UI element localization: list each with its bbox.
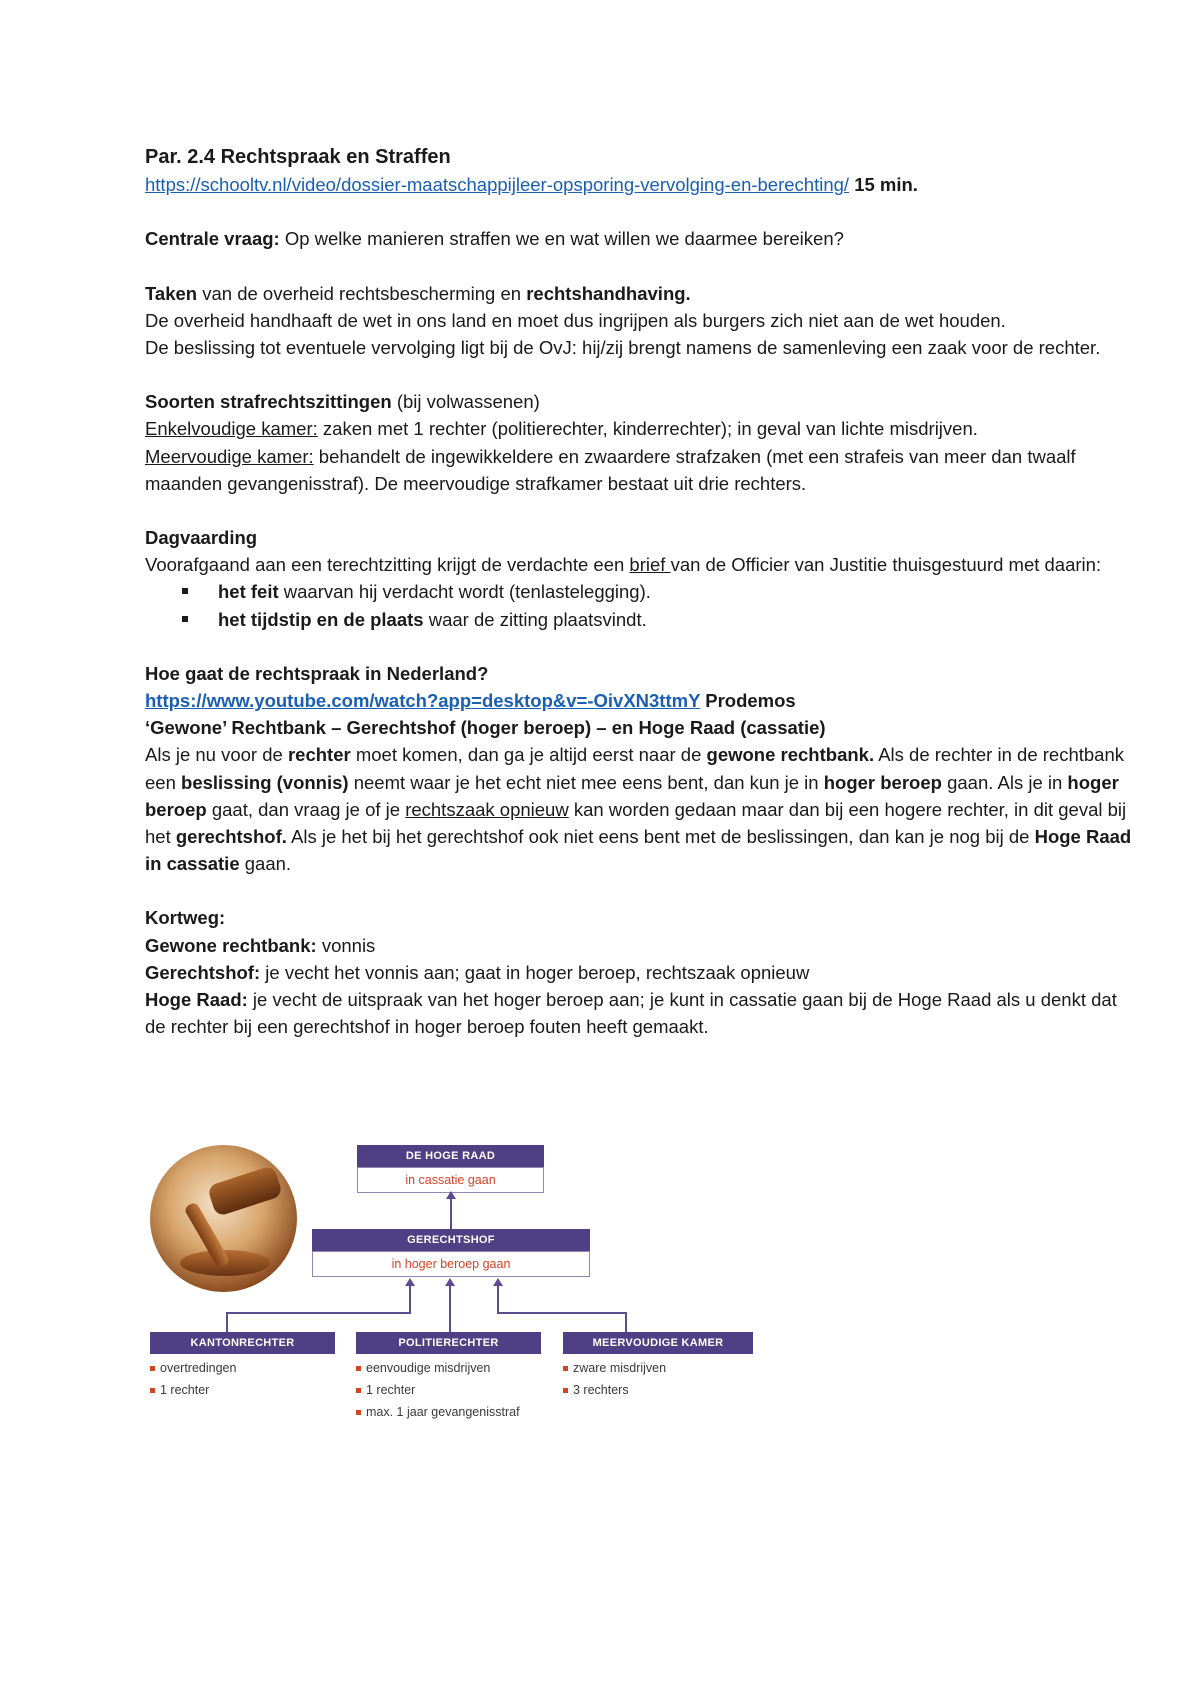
dagvaarding-title: Dagvaarding <box>145 527 258 549</box>
kortweg-label: Gewone rechtbank: <box>145 934 317 956</box>
rechtspraak-subtitle: ‘Gewone’ Rechtbank – Gerechtshof (hoger beroep) – en Hoge Raad (cassatie) <box>145 717 826 739</box>
meervoudige-kamer-items <box>563 1357 666 1401</box>
list-item <box>563 1379 666 1401</box>
text-run: neemt waar je het echt niet mee eens bent, dan kun je in <box>348 771 824 793</box>
youtube-link[interactable]: https://www.youtube.com/watch?app=desktop&v=-OivXN3ttmY <box>145 690 701 712</box>
central-question-label: Centrale vraag: <box>145 228 280 250</box>
kortweg-text: je vecht het vonnis aan; gaat in hoger beroep, rechtszaak opnieuw <box>260 961 810 983</box>
dagvaarding-text <box>145 551 1135 578</box>
hoge-raad-box: DE HOGE RAAD <box>357 1145 544 1167</box>
list-item <box>356 1401 520 1423</box>
kortweg-line-2 <box>145 959 1135 986</box>
gerechtshof-sub: in hoger beroep gaan <box>312 1251 590 1277</box>
dagvaarding-text-1: Voorafgaand aan een terechtzitting krijgt de verdachte een <box>145 554 630 576</box>
bullet-2-bold: het tijdstip en de plaats <box>218 608 424 630</box>
text-run-bold: gewone rechtbank. <box>706 744 875 766</box>
connector-line <box>497 1285 499 1314</box>
politierechter-box: POLITIERECHTER <box>356 1332 541 1354</box>
connector-line <box>450 1198 452 1229</box>
kortweg-line-3 <box>145 986 1135 1040</box>
bullet-1-text: waarvan hij verdacht wordt (tenlastelegging). <box>278 581 651 603</box>
kantonrechter-box: KANTONRECHTER <box>150 1332 335 1354</box>
meervoudige-kamer-box: MEERVOUDIGE KAMER <box>563 1332 753 1354</box>
meervoudige-text: behandelt de ingewikkeldere en zwaardere strafzaken (met een strafeis van meer dan twaalf maanden gevangenisstraf). De meervoudige strafkamer bestaat uit drie rechters. <box>145 445 1076 494</box>
kortweg-text: je vecht de uitspraak van het hoger beroep aan; je kunt in cassatie gaan bij de Hoge Raad als u denkt dat de rechter bij een gerechtshof in hoger beroep fouten heeft gemaakt. <box>145 989 1117 1038</box>
connector-line <box>625 1312 627 1332</box>
item-text: eenvoudige misdrijven <box>366 1361 491 1375</box>
gerechtshof-box: GERECHTSHOF <box>312 1229 590 1251</box>
bullet-2-text: waar de zitting plaatsvindt. <box>423 608 647 630</box>
text-run-bold: beslissing (vonnis) <box>181 771 349 793</box>
document-body <box>145 144 1135 1040</box>
meervoudige-label: Meervoudige kamer: <box>145 445 314 467</box>
text-run: Als de rechter in de rechtbank een <box>145 744 1124 793</box>
dagvaarding-brief: brief <box>629 554 671 576</box>
soorten-title: Soorten strafrechtszittingen <box>145 391 392 413</box>
kortweg-line-1 <box>145 932 1135 959</box>
list-item <box>145 578 1135 605</box>
court-hierarchy-diagram <box>145 1130 765 1430</box>
text-run: moet komen, dan ga je altijd eerst naar de <box>350 744 707 766</box>
item-text: zware misdrijven <box>573 1361 667 1375</box>
connector-line <box>226 1312 228 1332</box>
politierechter-items <box>356 1357 520 1423</box>
text-run-bold: rechter <box>287 744 351 766</box>
enkelvoudige-kamer <box>145 415 1135 442</box>
text-run: kan worden gedaan maar dan bij een hogere rechter, in dit geval bij het <box>145 798 1127 848</box>
connector-line <box>497 1312 627 1314</box>
text-run: gaan. Als je in <box>941 771 1068 793</box>
list-item <box>145 606 1135 633</box>
kortweg-label: Gerechtshof: <box>145 961 261 983</box>
taken-bold-1: Taken <box>145 282 198 304</box>
taken-bold-2: rechtshandhaving. <box>526 282 691 304</box>
taken-text-1: van de overheid rechtsbescherming en <box>197 282 527 304</box>
kortweg-title: Kortweg: <box>145 907 226 929</box>
hoge-raad-sub: in cassatie gaan <box>357 1167 544 1193</box>
text-run-bold: hoger beroep <box>145 771 1119 820</box>
kortweg-text: vonnis <box>316 934 376 956</box>
connector-line <box>409 1285 411 1314</box>
text-run-bold: Hoge Raad in cassatie <box>145 826 1132 875</box>
duration: 15 min. <box>854 174 918 196</box>
list-item <box>150 1379 236 1401</box>
list-item <box>356 1357 520 1379</box>
page-title: Par. 2.4 Rechtspraak en Straffen <box>145 146 451 168</box>
taken-line-2: De overheid handhaaft de wet in ons land en moet dus ingrijpen als burgers zich niet aan de wet houden. <box>145 309 1006 331</box>
text-run-bold: hoger beroep <box>823 771 942 793</box>
text-run: gaat, dan vraag je of je <box>206 798 406 820</box>
connector-line <box>226 1312 411 1314</box>
central-question-text: Op welke manieren straffen we en wat willen we daarmee bereiken? <box>279 228 844 250</box>
arrow-up-icon <box>445 1278 455 1286</box>
soorten-heading <box>145 388 1135 415</box>
arrow-up-icon <box>493 1278 503 1286</box>
text-run: Als je nu voor de <box>145 744 288 766</box>
schooltv-link[interactable]: https://schooltv.nl/video/dossier-maatschappijleer-opsporing-vervolging-en-berechting/ <box>145 174 850 196</box>
rechtspraak-paragraph <box>145 741 1135 877</box>
dagvaarding-list <box>145 578 1135 632</box>
dagvaarding-text-2: van de Officier van Justitie thuisgestuurd met daarin: <box>670 554 1102 576</box>
schooltv-line <box>145 171 1135 198</box>
item-text: 1 rechter <box>160 1383 210 1397</box>
youtube-source: Prodemos <box>700 690 796 712</box>
kortweg-label: Hoge Raad: <box>145 989 248 1011</box>
kantonrechter-items <box>150 1357 236 1401</box>
gavel-image <box>150 1145 297 1292</box>
youtube-line <box>145 687 1135 714</box>
meervoudige-kamer <box>145 443 1135 497</box>
bullet-icon <box>182 588 188 594</box>
item-text: 1 rechter <box>366 1383 416 1397</box>
text-run-bold: gerechtshof. <box>175 826 287 848</box>
central-question <box>145 225 1135 252</box>
bullet-1-bold: het feit <box>218 581 279 603</box>
connector-line <box>449 1285 451 1332</box>
list-item <box>356 1379 520 1401</box>
arrow-up-icon <box>446 1191 456 1199</box>
taken-line-3: De beslissing tot eventuele vervolging ligt bij de OvJ: hij/zij brengt namens de samenleving een zaak voor de rechter. <box>145 337 1101 359</box>
bullet-icon <box>182 616 188 622</box>
text-run: gaan. <box>239 853 292 875</box>
enkelvoudige-text: zaken met 1 rechter (politierechter, kinderrechter); in geval van lichte misdrijven. <box>317 418 978 440</box>
item-text: overtredingen <box>160 1361 237 1375</box>
arrow-up-icon <box>405 1278 415 1286</box>
soorten-title-rest: (bij volwassenen) <box>391 391 540 413</box>
list-item <box>150 1357 236 1379</box>
rechtspraak-title: Hoe gaat de rechtspraak in Nederland? <box>145 662 489 684</box>
text-run-underline: rechtszaak opnieuw <box>405 798 569 820</box>
text-run: Als je het bij het gerechtshof ook niet eens bent met de beslissingen, dan kan je nog bij de <box>286 826 1035 848</box>
taken-line <box>145 280 1135 307</box>
item-text: 3 rechters <box>573 1383 629 1397</box>
list-item <box>563 1357 666 1379</box>
item-text: max. 1 jaar gevangenisstraf <box>366 1405 520 1419</box>
enkelvoudige-label: Enkelvoudige kamer: <box>145 418 318 440</box>
